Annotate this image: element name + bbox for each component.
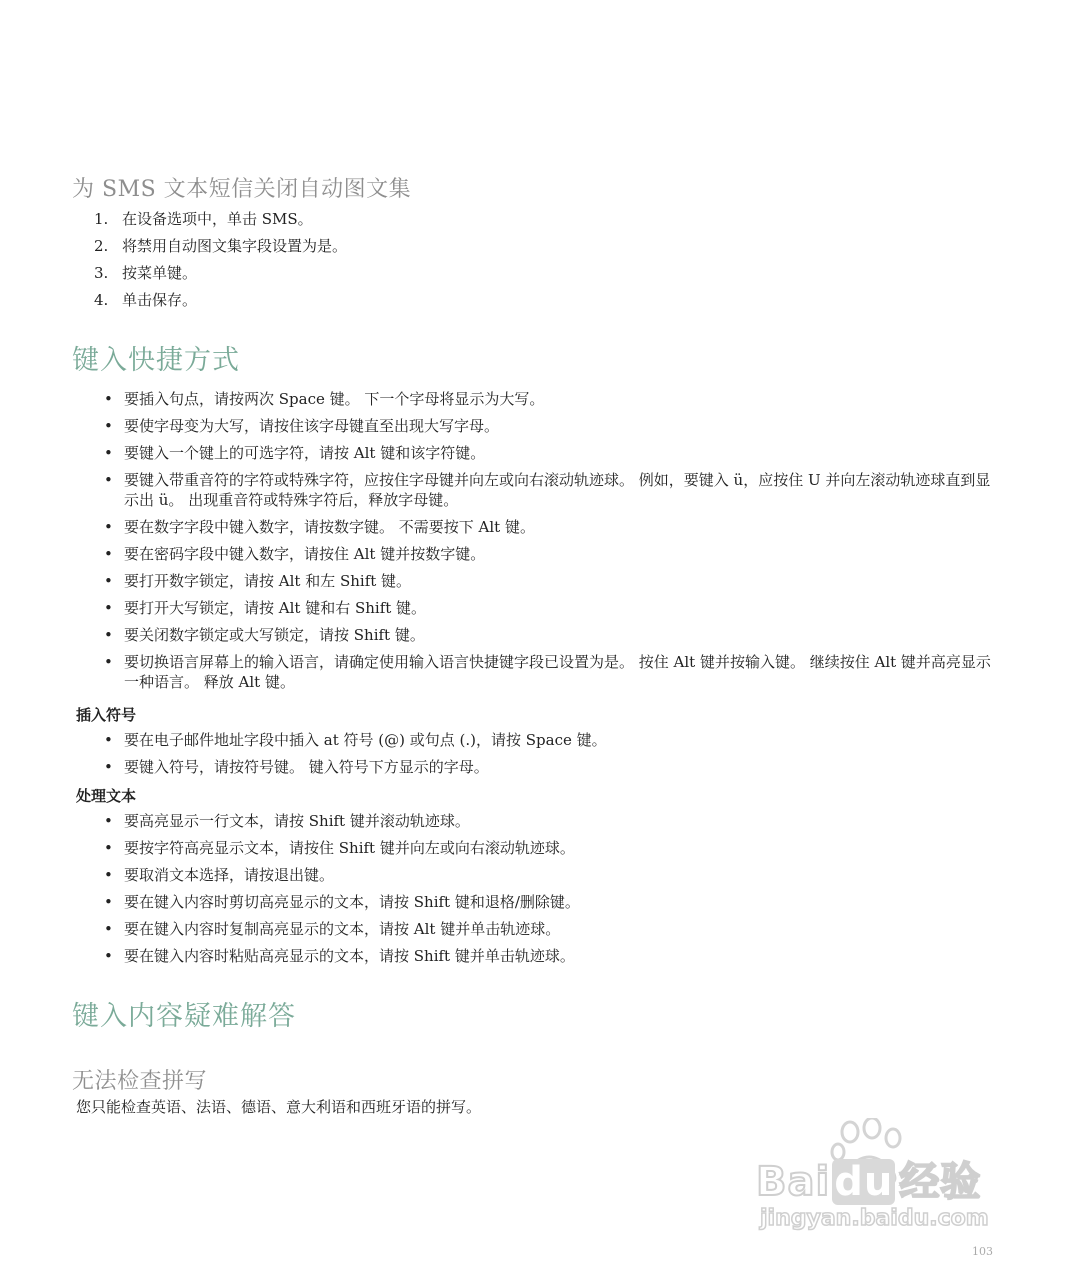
shortcuts-list bbox=[102, 389, 1004, 699]
list-item: • 要在键入内容时粘贴高亮显示的文本，请按 Shift 键并单击轨迹球。 bbox=[104, 947, 575, 965]
list-item: • 要使字母变为大写，请按住该字母键直至出现大写字母。 bbox=[104, 417, 500, 435]
spellcheck-text: 您只能检查英语、法语、德语、意大利语和西班牙语的拼写。 bbox=[76, 1098, 482, 1116]
bullet: • bbox=[104, 947, 113, 965]
bullet: • bbox=[104, 390, 113, 408]
bullet: • bbox=[104, 417, 113, 435]
list-item: • 要打开数字锁定，请按 Alt 和左 Shift 键。 bbox=[104, 572, 412, 590]
watermark-logo: Bai du 经验 bbox=[756, 1159, 982, 1205]
bullet: • bbox=[104, 572, 113, 590]
list-item: 3. 按菜单键。 bbox=[94, 264, 198, 282]
sms-steps-list bbox=[94, 206, 347, 314]
list-item: • 要在密码字段中键入数字，请按住 Alt 键并按数字键。 bbox=[104, 545, 486, 563]
list-item: • 要按字符高亮显示文本，请按住 Shift 键并向左或向右滚动轨迹球。 bbox=[104, 839, 575, 857]
bullet: • bbox=[104, 893, 113, 911]
bullet: • bbox=[104, 518, 113, 536]
list-item: 1. 在设备选项中，单击 SMS。 bbox=[94, 210, 313, 228]
handle-text-heading: 处理文本 bbox=[76, 787, 137, 805]
bullet: • bbox=[104, 471, 113, 489]
list-item: • 要在键入内容时复制高亮显示的文本，请按 Alt 键并单击轨迹球。 bbox=[104, 920, 561, 938]
list-item: • 要切换语言屏幕上的输入语言，请确定使用输入语言快捷键字段已设置为是。 按住 Alt 键并按输入键。 继续按住 Alt 键并高亮显示一种语言。 释放 Alt 键。 bbox=[104, 653, 991, 691]
bullet: • bbox=[104, 444, 113, 462]
list-item: • 要键入符号，请按符号键。 键入符号下方显示的字母。 bbox=[104, 758, 489, 776]
sms-autotext-heading: 为 SMS 文本短信关闭自动图文集 bbox=[72, 177, 412, 202]
typing-shortcuts-heading: 键入快捷方式 bbox=[72, 345, 240, 376]
bullet: • bbox=[104, 866, 113, 884]
spellcheck-heading: 无法检查拼写 bbox=[72, 1069, 208, 1094]
bullet: • bbox=[104, 545, 113, 563]
bullet: • bbox=[104, 920, 113, 938]
list-item: • 要打开大写锁定，请按 Alt 键和右 Shift 键。 bbox=[104, 599, 427, 617]
page-number: 103 bbox=[972, 1245, 993, 1258]
bullet: • bbox=[104, 599, 113, 617]
list-item: • 要在电子邮件地址字段中插入 at 符号 (@) 或句点 (.)，请按 Space 键。 bbox=[104, 731, 607, 749]
baidu-jingyan-watermark bbox=[752, 1118, 1002, 1238]
list-item: • 要关闭数字锁定或大写锁定，请按 Shift 键。 bbox=[104, 626, 425, 644]
insert-symbols-heading: 插入符号 bbox=[76, 706, 137, 724]
list-item: 2. 将禁用自动图文集字段设置为是。 bbox=[94, 237, 348, 255]
list-item: • 要键入带重音符的字符或特殊字符，应按住字母键并向左或向右滚动轨迹球。 例如，要键入 ü，应按住 U 并向左滚动轨迹球直到显示出 ü。 出现重音符或特殊字符后，释放字母键。 bbox=[104, 471, 991, 509]
list-item: 4. 单击保存。 bbox=[94, 291, 198, 309]
list-item: • 要在数字字段中键入数字，请按数字键。 不需要按下 Alt 键。 bbox=[104, 518, 535, 536]
list-item: • 要插入句点，请按两次 Space 键。 下一个字母将显示为大写。 bbox=[104, 390, 545, 408]
bullet: • bbox=[104, 812, 113, 830]
text-handling-list bbox=[102, 811, 1004, 973]
watermark-url: jingyan.baidu.com bbox=[760, 1206, 989, 1231]
list-item: • 要高亮显示一行文本，请按 Shift 键并滚动轨迹球。 bbox=[104, 812, 470, 830]
bullet: • bbox=[104, 653, 113, 671]
bullet: • bbox=[104, 626, 113, 644]
list-item: • 要取消文本选择，请按退出键。 bbox=[104, 866, 335, 884]
bullet: • bbox=[104, 758, 113, 776]
list-item: • 要在键入内容时剪切高亮显示的文本，请按 Shift 键和退格/删除键。 bbox=[104, 893, 580, 911]
bullet: • bbox=[104, 839, 113, 857]
bullet: • bbox=[104, 731, 113, 749]
list-item: • 要键入一个键上的可选字符，请按 Alt 键和该字符键。 bbox=[104, 444, 486, 462]
symbols-list bbox=[102, 730, 1004, 784]
troubleshooting-heading: 键入内容疑难解答 bbox=[72, 1001, 296, 1032]
